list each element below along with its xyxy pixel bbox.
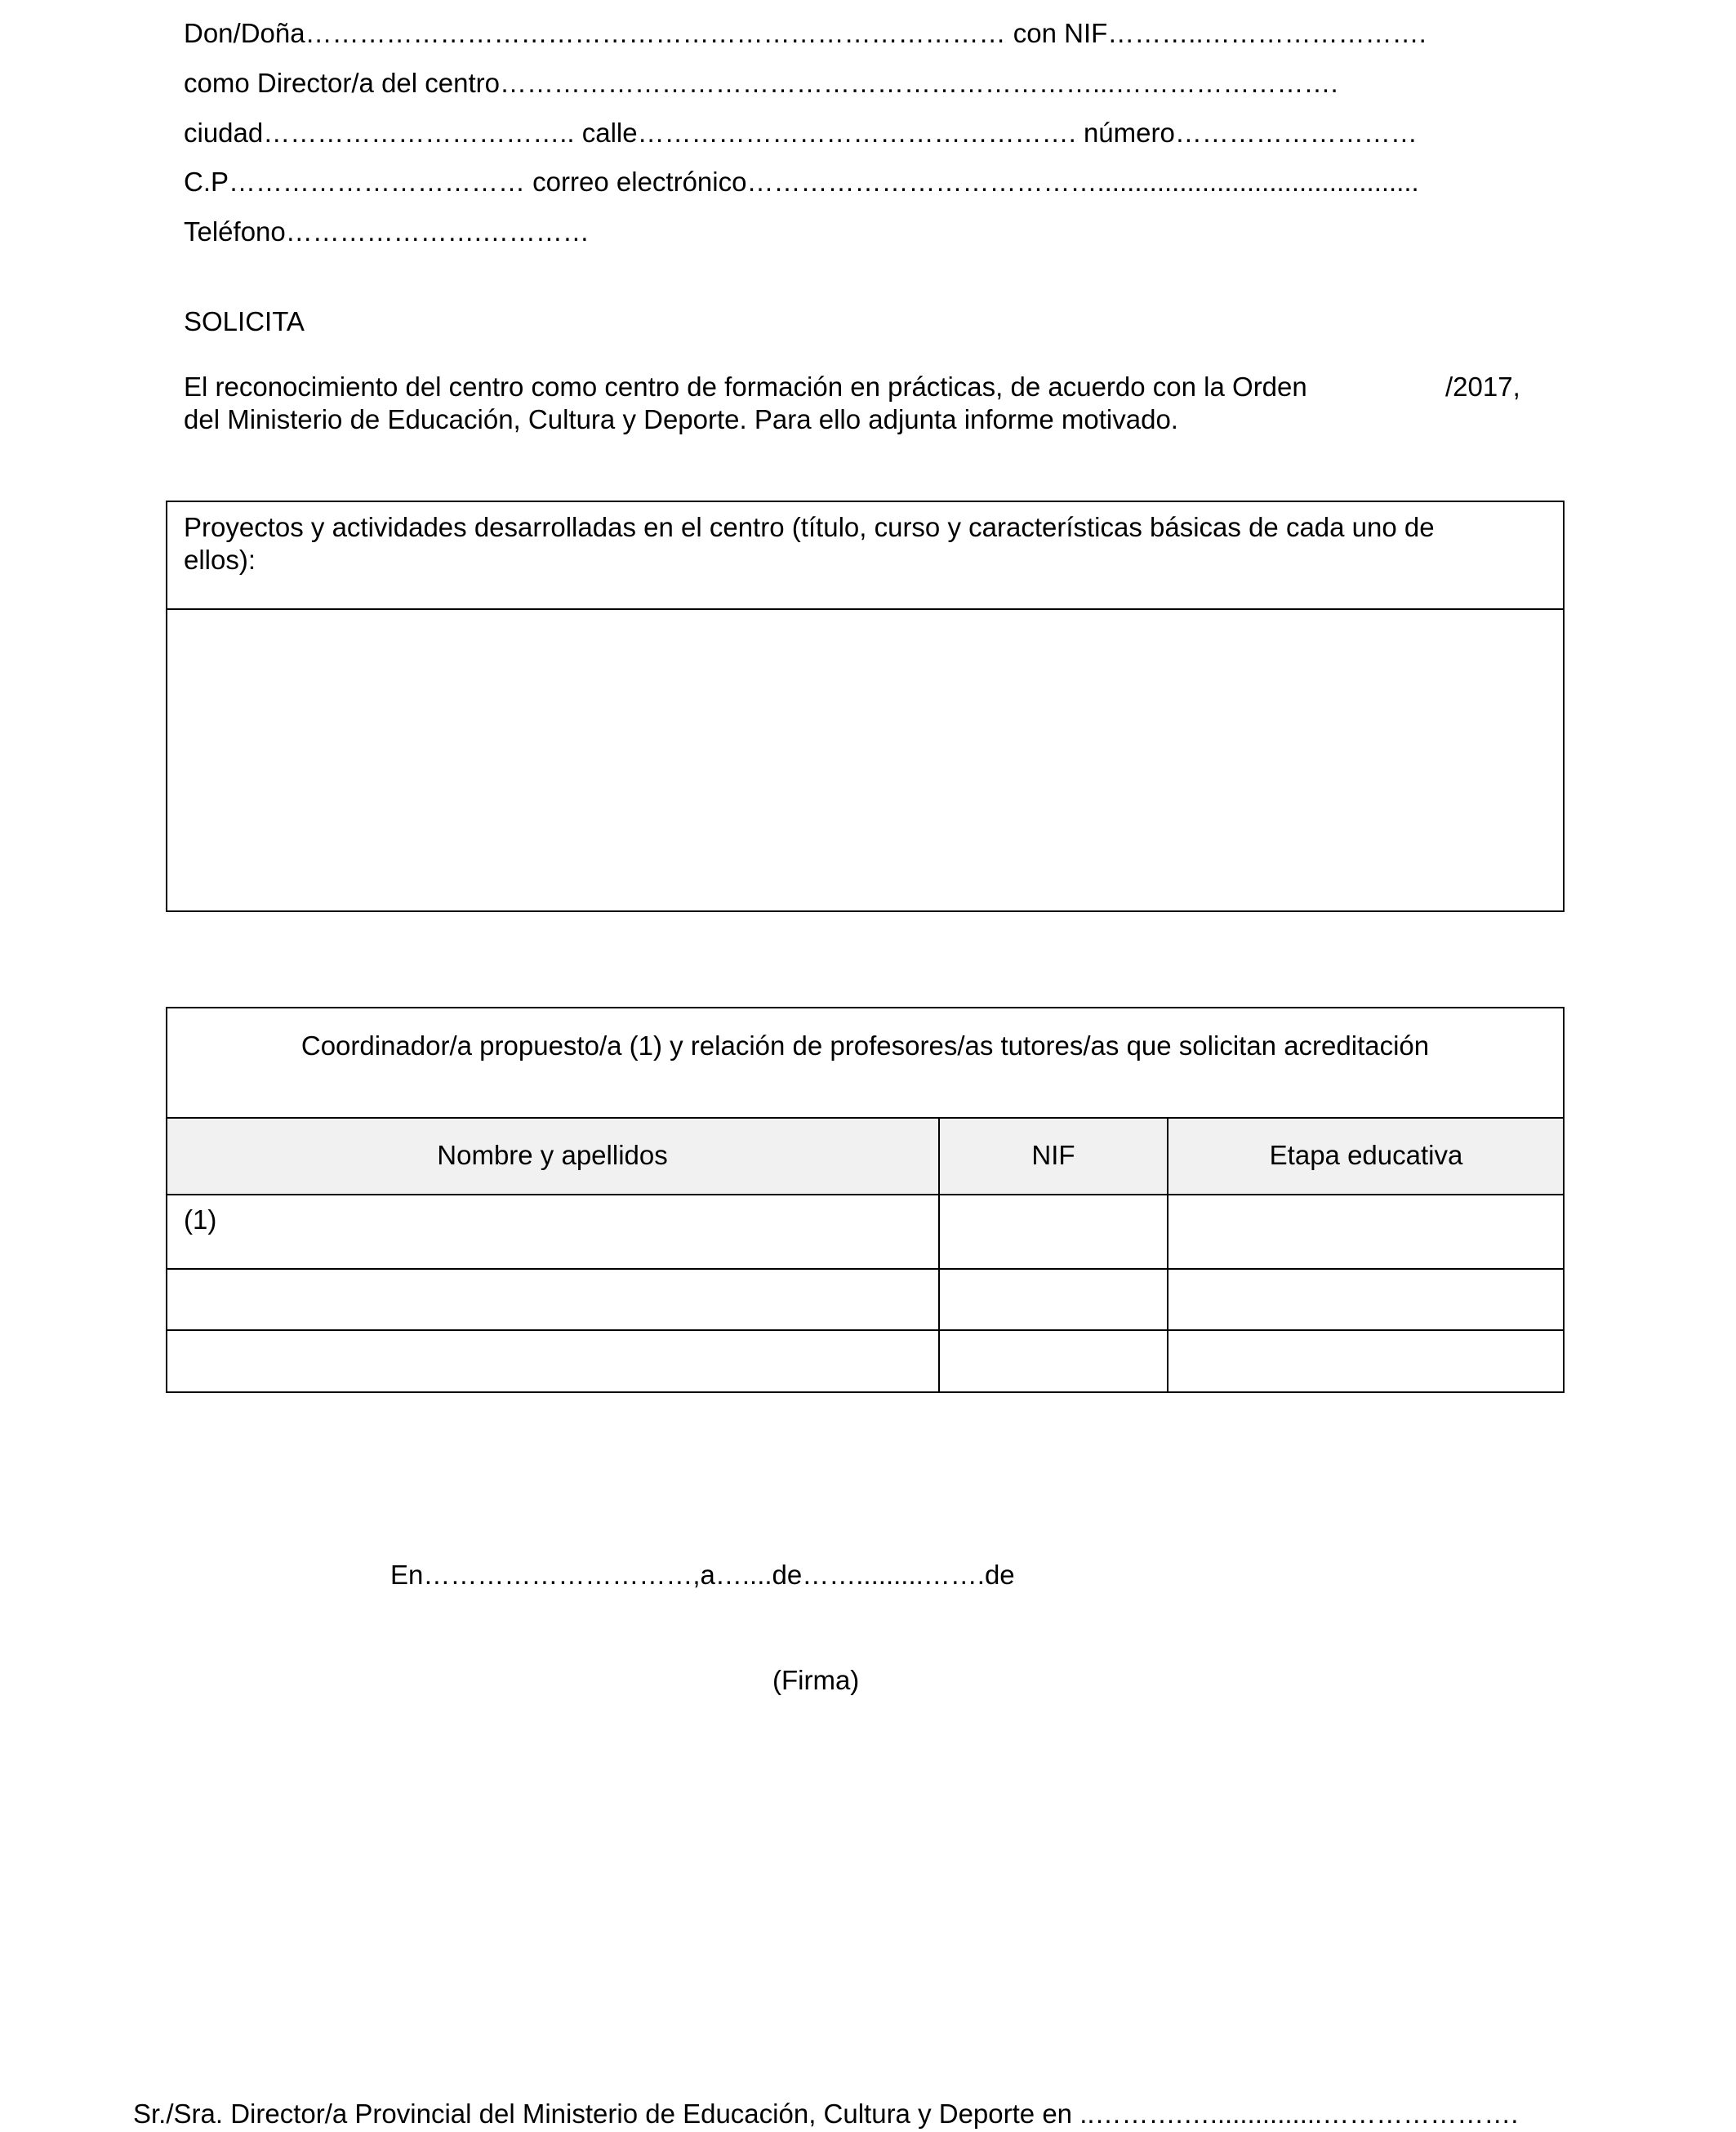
table-cell-nombre[interactable]: (1): [184, 1204, 217, 1235]
tutors-table: [166, 1007, 1565, 1393]
field-don-dona-nif[interactable]: Don/Doña…………………………………………………………………… con NIF………..…………………….: [184, 18, 1427, 48]
field-ciudad-calle-numero[interactable]: ciudad…………………………….. calle…………………………………………. número………………………: [184, 118, 1418, 148]
projects-label-line1: Proyectos y actividades desarrolladas en el centro (título, curso y características básicas de cada uno de: [184, 512, 1435, 542]
table-header-divider: [166, 1194, 1565, 1195]
column-header-etapa: Etapa educativa: [1269, 1140, 1463, 1170]
field-cp-correo[interactable]: C.P…………………………… correo electrónico…………………………………...........................................: [184, 167, 1419, 197]
solicita-order-number: /2017,: [1445, 372, 1520, 402]
addressee-line[interactable]: Sr./Sra. Director/a Provincial del Ministerio de Educación, Cultura y Deporte en ..……….…...............………………….: [133, 2099, 1519, 2129]
column-header-nombre: Nombre y apellidos: [437, 1140, 668, 1170]
table-row-divider: [166, 1329, 1565, 1331]
solicita-text-line2: del Ministerio de Educación, Cultura y Deporte. Para ello adjunta informe motivado.: [184, 404, 1178, 434]
firma-label: (Firma): [772, 1665, 860, 1695]
table-row-divider: [166, 1268, 1565, 1270]
table-title: Coordinador/a propuesto/a (1) y relación de profesores/as tutores/as que solicitan acreditación: [300, 1030, 1430, 1061]
field-telefono[interactable]: Teléfono………………….…………: [184, 216, 590, 247]
field-director-centro[interactable]: como Director/a del centro…………………………………………………………...…………………….: [184, 68, 1338, 98]
solicita-text-line1: El reconocimiento del centro como centro de formación en prácticas, de acuerdo con la Orden: [184, 372, 1307, 402]
projects-input-area[interactable]: [167, 611, 1563, 910]
column-header-nif: NIF: [1031, 1140, 1075, 1170]
solicita-heading: SOLICITA: [184, 306, 305, 336]
table-title-divider: [166, 1117, 1565, 1119]
place-date-field[interactable]: En…………………………,a…....de…….........…….de: [390, 1560, 1015, 1590]
projects-divider: [166, 608, 1565, 610]
projects-label-line2: ellos):: [184, 545, 256, 575]
